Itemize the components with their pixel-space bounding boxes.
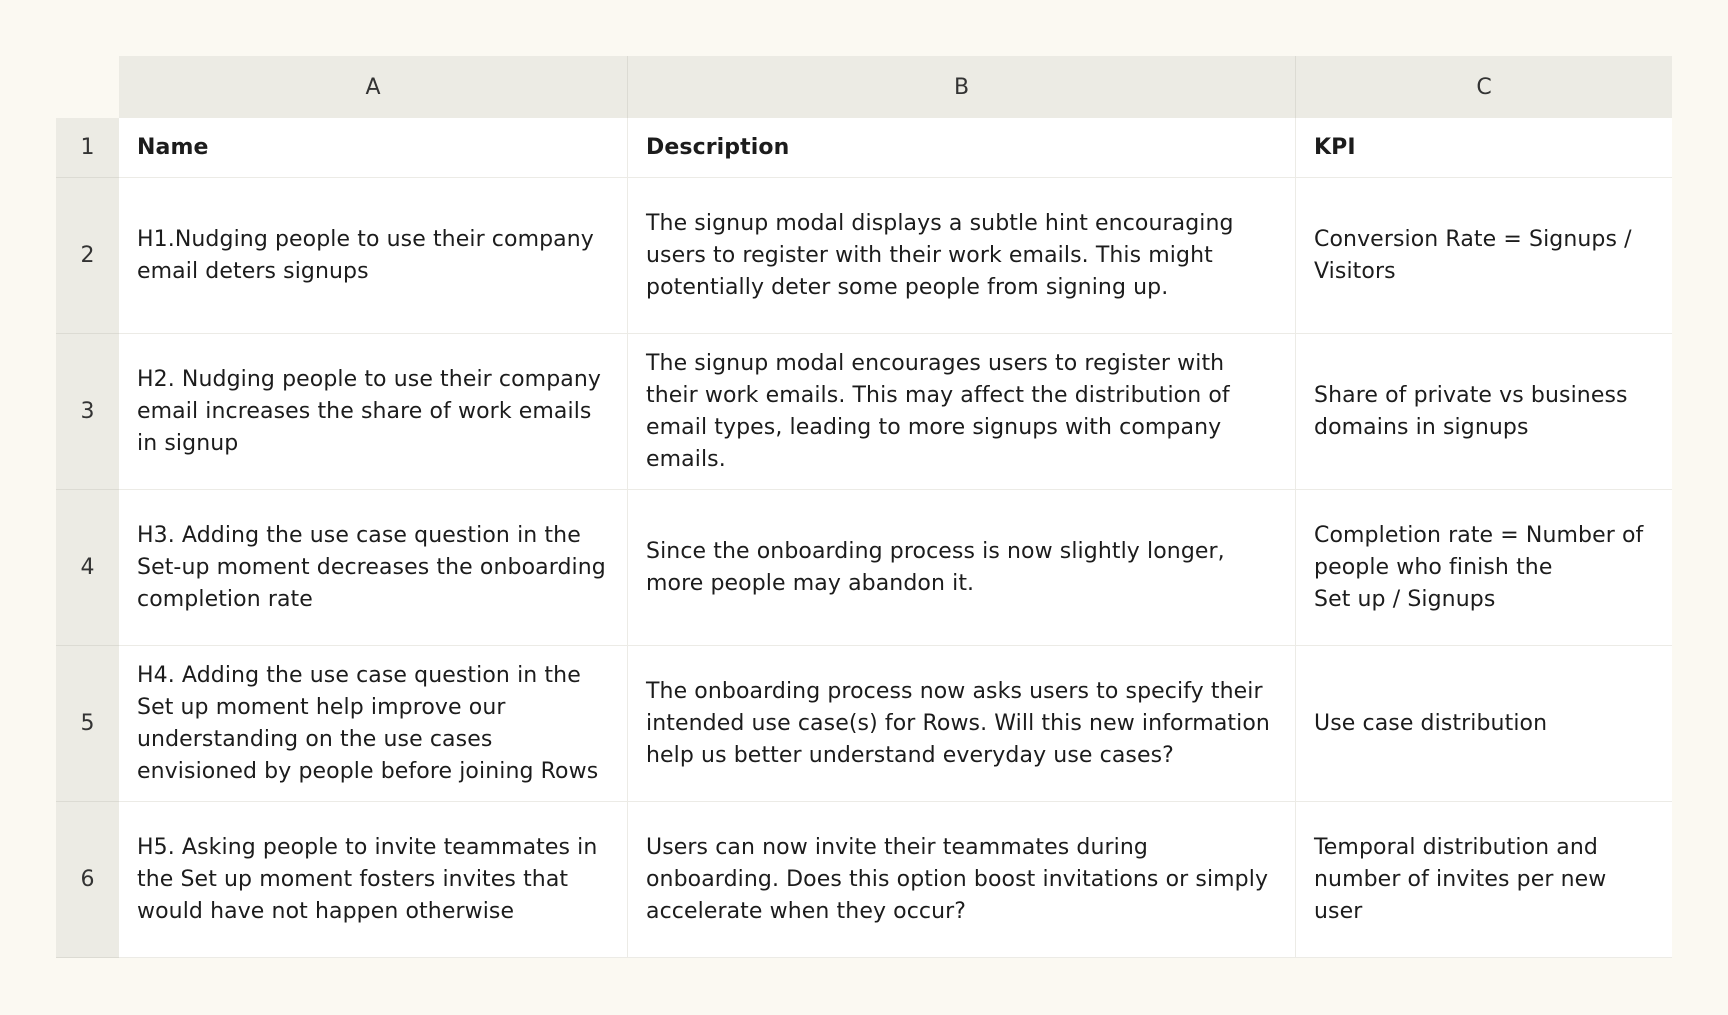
cell-a2[interactable] [119, 178, 628, 334]
cell-b5[interactable] [628, 646, 1296, 802]
cell-text: H1.Nudging people to use their company email deters signups [137, 226, 594, 284]
cell-text: Since the onboarding process is now slightly longer, more people may abandon it. [646, 538, 1225, 596]
cell-b3[interactable] [628, 334, 1296, 490]
cell-text: Conversion Rate = Signups / Visitors [1314, 226, 1632, 284]
cell-text: The signup modal displays a subtle hint encouraging users to register with their work emails. This might potentially deter some people from signing up. [646, 210, 1234, 300]
cell-b1[interactable] [628, 118, 1296, 178]
cell-c1[interactable] [1296, 118, 1672, 178]
cell-text: H4. Adding the use case question in the Set up moment help improve our understanding on the use cases envisioned by people before joining Rows [137, 662, 599, 784]
spreadsheet-grid [56, 56, 1672, 958]
cell-b4[interactable] [628, 490, 1296, 646]
cell-c2[interactable] [1296, 178, 1672, 334]
cell-a5[interactable] [119, 646, 628, 802]
cell-c3[interactable] [1296, 334, 1672, 490]
row-header-5[interactable]: 5 [56, 646, 119, 802]
cell-text: H2. Nudging people to use their company email increases the share of work emails in signup [137, 366, 601, 456]
cell-a1[interactable] [119, 118, 628, 178]
cell-text: H5. Asking people to invite teammates in the Set up moment fosters invites that would have not happen otherwise [137, 834, 598, 924]
column-header-c[interactable]: C [1296, 56, 1672, 118]
cell-text: Name [137, 134, 209, 160]
cell-a4[interactable] [119, 490, 628, 646]
cell-c5[interactable] [1296, 646, 1672, 802]
corner-cell [56, 56, 119, 118]
row-header-3[interactable]: 3 [56, 334, 119, 490]
cell-text: The onboarding process now asks users to specify their intended use case(s) for Rows. Will this new information help us better understand everyday use cases? [646, 678, 1270, 768]
column-header-a[interactable]: A [119, 56, 628, 118]
cell-text: H3. Adding the use case question in the Set-up moment decreases the onboarding completion rate [137, 522, 606, 612]
cell-text: Temporal distribution and number of invites per new user [1314, 834, 1607, 924]
cell-text: The signup modal encourages users to register with their work emails. This may affect the distribution of email types, leading to more signups with company emails. [646, 350, 1230, 472]
cell-text: Users can now invite their teammates during onboarding. Does this option boost invitations or simply accelerate when they occur? [646, 834, 1269, 924]
cell-c6[interactable] [1296, 802, 1672, 958]
row-header-1[interactable]: 1 [56, 118, 119, 178]
cell-b6[interactable] [628, 802, 1296, 958]
cell-text: Use case distribution [1314, 710, 1548, 736]
row-header-2[interactable]: 2 [56, 178, 119, 334]
cell-b2[interactable] [628, 178, 1296, 334]
cell-a3[interactable] [119, 334, 628, 490]
cell-a6[interactable] [119, 802, 628, 958]
cell-text: Share of private vs business domains in signups [1314, 382, 1628, 440]
cell-text: Description [646, 134, 790, 160]
cell-text: KPI [1314, 134, 1356, 160]
row-header-4[interactable]: 4 [56, 490, 119, 646]
cell-c4[interactable] [1296, 490, 1672, 646]
column-header-b[interactable]: B [628, 56, 1296, 118]
row-header-6[interactable]: 6 [56, 802, 119, 958]
cell-text: Completion rate = Number of people who finish the Set up / Signups [1314, 522, 1644, 612]
